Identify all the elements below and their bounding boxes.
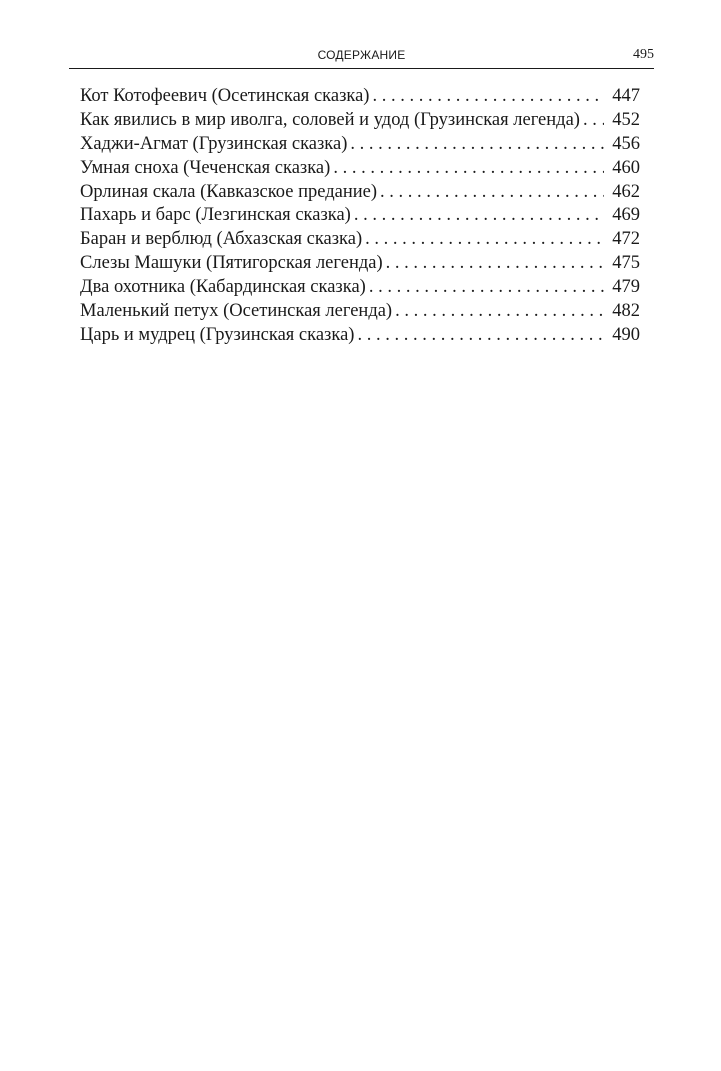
toc-entry-title: Маленький петух (Осетинская легенда) — [80, 301, 393, 322]
toc-entry-page: 462 — [612, 181, 640, 202]
toc-entry-page: 482 — [612, 301, 640, 322]
table-of-contents — [80, 85, 640, 348]
toc-dot-leader — [372, 85, 604, 109]
header-title: СОДЕРЖАНИЕ — [317, 48, 406, 62]
toc-entry-title: Умная сноха (Чеченская сказка) — [80, 157, 331, 178]
toc-entry-page: 479 — [612, 277, 640, 298]
toc-entry-title: Орлиная скала (Кавказское предание) — [80, 181, 378, 202]
toc-dot-leader — [583, 109, 604, 133]
toc-entry-title: Баран и верблюд (Абхазская сказка) — [80, 229, 363, 250]
toc-entry-title: Слезы Машуки (Пятигорская легенда) — [80, 253, 383, 274]
toc-entry-page: 460 — [612, 157, 640, 178]
toc-entry-title: Хаджи-Агмат (Грузинская сказка) — [80, 133, 348, 154]
toc-entry[interactable] — [80, 252, 640, 276]
toc-entry-page: 490 — [612, 324, 640, 345]
toc-dot-leader — [357, 324, 604, 348]
toc-entry-title: Как явились в мир иволга, соловей и удод (Грузинская легенда) — [80, 109, 580, 130]
header-page-number: 495 — [633, 47, 654, 62]
toc-entry[interactable] — [80, 228, 640, 252]
toc-entry-page: 475 — [612, 253, 640, 274]
toc-entry-title: Два охотника (Кабардинская сказка) — [80, 277, 366, 298]
toc-entry-title: Кот Котофеевич (Осетинская сказка) — [80, 86, 370, 106]
toc-entry[interactable] — [80, 85, 640, 109]
toc-entry[interactable] — [80, 157, 640, 181]
toc-dot-leader — [395, 300, 604, 324]
toc-entry-title: Пахарь и барс (Лезгинская сказка) — [80, 205, 351, 226]
toc-dot-leader — [369, 276, 604, 300]
toc-entry[interactable] — [80, 276, 640, 300]
toc-entry[interactable] — [80, 300, 640, 324]
toc-entry-page: 472 — [612, 229, 640, 250]
toc-entry[interactable] — [80, 133, 640, 157]
toc-dot-leader — [365, 228, 604, 252]
toc-entry[interactable] — [80, 109, 640, 133]
toc-dot-leader — [380, 181, 604, 205]
toc-entry[interactable] — [80, 324, 640, 348]
toc-entry-page: 456 — [612, 133, 640, 154]
toc-entry[interactable] — [80, 181, 640, 205]
toc-entry-page: 452 — [612, 109, 640, 130]
toc-dot-leader — [333, 157, 604, 181]
toc-entry-page: 469 — [612, 205, 640, 226]
toc-dot-leader — [354, 204, 604, 228]
toc-dot-leader — [350, 133, 604, 157]
toc-entry-page: 447 — [612, 86, 640, 106]
toc-dot-leader — [386, 252, 604, 276]
toc-entry[interactable] — [80, 204, 640, 228]
running-header — [69, 46, 654, 69]
toc-entry-title: Царь и мудрец (Грузинская сказка) — [80, 324, 355, 345]
